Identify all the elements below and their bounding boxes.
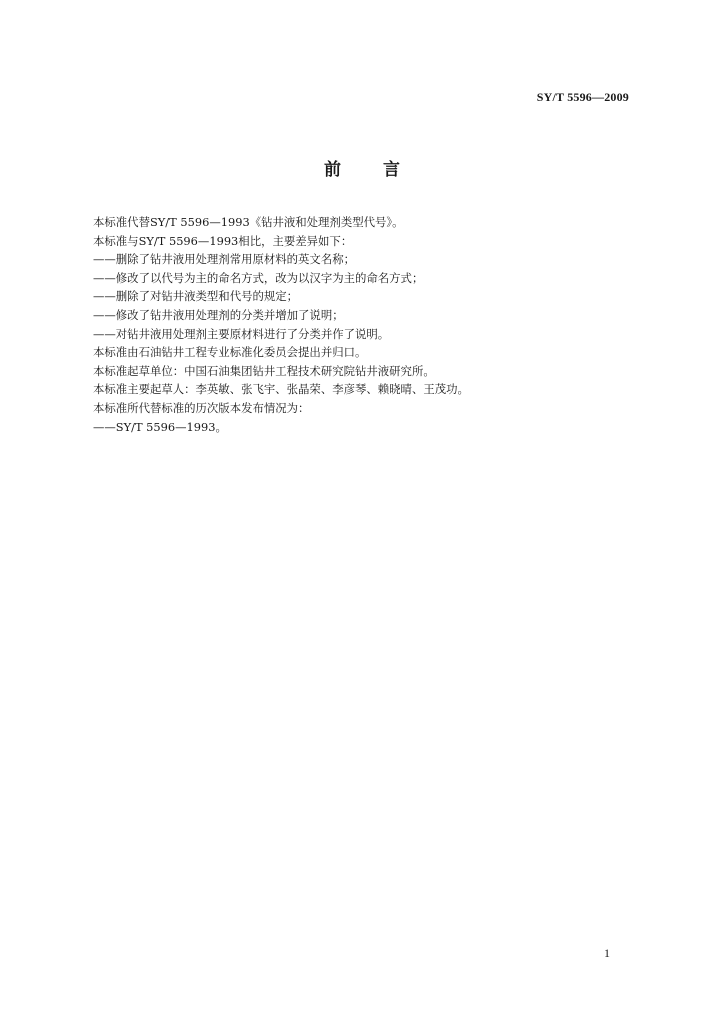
foreword-line-differences: 本标准与SY/T 5596—1993相比，主要差异如下： — [93, 233, 353, 248]
foreword-line-change-5: ——对钻井液用处理剂主要原材料进行了分类并作了说明。 — [93, 326, 390, 341]
title-char-1: 前 — [324, 160, 341, 180]
foreword-line-change-1: ——删除了钻井液用处理剂常用原材料的英文名称； — [93, 252, 355, 267]
page-title — [0, 155, 724, 180]
foreword-line-history-item: ——SY/T 5596—1993。 — [93, 419, 227, 434]
foreword-line-history: 本标准所代替标准的历次版本发布情况为： — [93, 400, 310, 415]
foreword-line-drafting-unit: 本标准起草单位：中国石油集团钻井工程技术研究院钻井液研究所。 — [93, 363, 435, 378]
standard-code-header: SY/T 5596—2009 — [536, 90, 629, 104]
foreword-line-replaces: 本标准代替SY/T 5596—1993《钻井液和处理剂类型代号》。 — [93, 215, 404, 229]
page-number: 1 — [604, 946, 610, 960]
foreword-line-proposer: 本标准由石油钻井工程专业标准化委员会提出并归口。 — [93, 345, 367, 360]
foreword-line-drafters: 本标准主要起草人：李英敏、张飞宇、张晶荣、李彦琴、赖晓晴、王茂功。 — [93, 382, 469, 397]
title-char-2: 言 — [383, 160, 400, 180]
foreword-line-change-4: ——修改了钻井液用处理剂的分类并增加了说明； — [93, 307, 344, 322]
foreword-line-change-3: ——删除了对钻井液类型和代号的规定； — [93, 289, 299, 304]
foreword-body — [93, 213, 653, 436]
foreword-line-change-2: ——修改了以代号为主的命名方式，改为以汉字为主的命名方式； — [93, 270, 424, 285]
